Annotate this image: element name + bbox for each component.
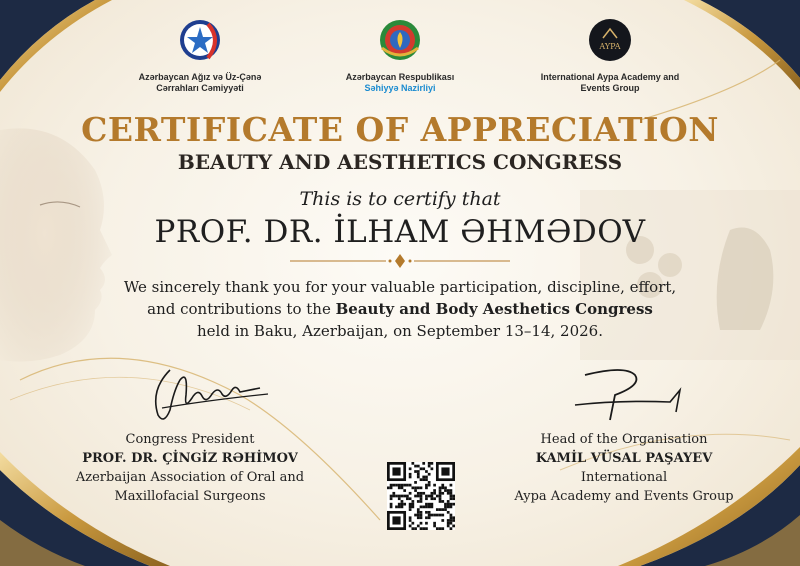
- signer-org-line1: Azerbaijan Association of Oral and: [75, 470, 305, 485]
- logo-text-line1: International Aypa Academy and: [540, 72, 680, 82]
- logo-text-line2: Səhiyyə Nazirliyi: [364, 83, 436, 93]
- signer-name: KAMİL VÜSAL PAŞAYEV: [535, 451, 713, 466]
- aypa-logo-icon: [588, 18, 632, 62]
- aypa-logo-text: AYPA: [599, 42, 621, 51]
- logo-text-line2: Events Group: [580, 83, 640, 93]
- signer-role: Head of the Organisation: [540, 432, 708, 447]
- body-line-3: held in Baku, Azerbaijan, on September 13–14, 2026.: [196, 322, 603, 340]
- qr-code-icon[interactable]: [387, 462, 455, 530]
- signature-left: [140, 350, 280, 430]
- logo-aypa: [500, 18, 720, 94]
- body-line-1: We sincerely thank you for your valuable participation, discipline, effort,: [123, 278, 677, 296]
- body-line-2: [100, 298, 700, 320]
- signer-role: Congress President: [125, 432, 255, 447]
- signer-org-line1: International: [580, 470, 668, 485]
- signer-org-line2: Maxillofacial Surgeons: [114, 489, 266, 504]
- body-line-2-text: and contributions to the: [147, 300, 336, 318]
- logo-text-line2: Cərrahları Cəmiyyəti: [156, 83, 244, 93]
- congress-subtitle: BEAUTY AND AESTHETICS CONGRESS: [177, 150, 623, 174]
- ornament-divider-icon: [290, 254, 510, 268]
- logo-text-line1: Azərbaycan Ağız və Üz-Çənə: [138, 72, 262, 82]
- state-emblem-icon: [378, 18, 422, 62]
- logo-ministry-of-health: [290, 18, 510, 94]
- signer-right: [484, 430, 764, 506]
- signer-name: PROF. DR. ÇİNGİZ RƏHİMOV: [82, 451, 298, 466]
- star-emblem-icon: [178, 18, 222, 62]
- certificate-title: CERTIFICATE OF APPRECIATION: [81, 110, 719, 149]
- logo-oral-surgeons: [90, 18, 310, 94]
- signer-org-line2: Aypa Academy and Events Group: [514, 489, 734, 504]
- signer-left: [50, 430, 330, 506]
- signature-right: [570, 360, 690, 430]
- logo-text-line1: Azərbaycan Respublikası: [345, 72, 455, 82]
- recipient-name: PROF. DR. İLHAM ƏHMƏDOV: [154, 214, 646, 250]
- certify-line: This is to certify that: [299, 188, 501, 210]
- congress-name: Beauty and Body Aesthetics Congress: [335, 300, 653, 318]
- appreciation-text: [100, 276, 700, 342]
